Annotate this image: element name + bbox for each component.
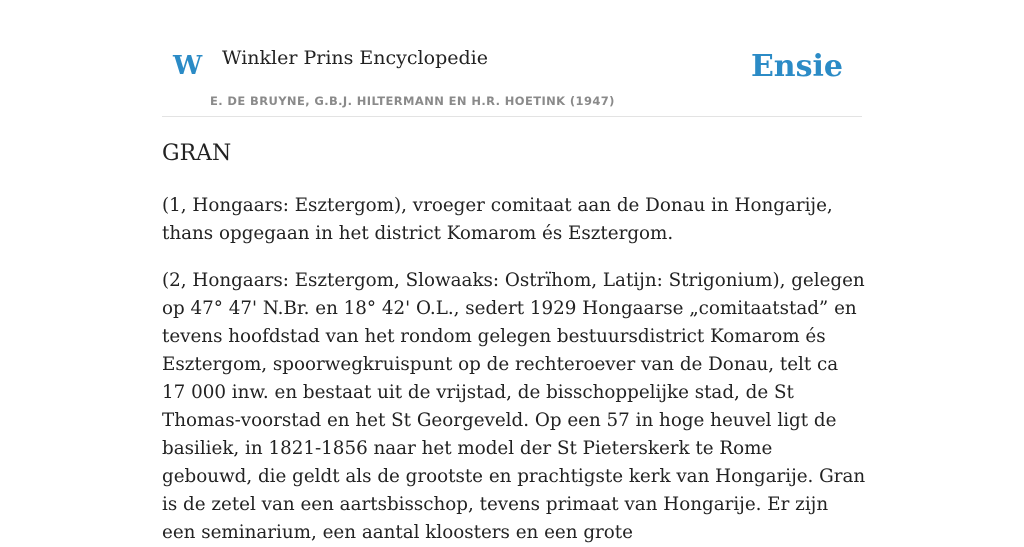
- article-paragraph-2: (2, Hongaars: Esztergom, Slowaaks: Ostrïhom, Latijn: Strigonium), gelegen op 47° 47' N.Br. en 18° 42' O.L., sedert 1929 Hongaarse „comitaatstad” en tevens hoofdstad van het rondom gelegen bestuursdistrict Komarom és Esztergom, spoorwegkruispunt op de rechteroever van de Donau, telt ca 17 000 inw. en bestaat uit de vrijstad, de bisschoppelijke stad, de St Thomas-voorstad en het St Georgeveld. Op een 57 in hoge heuvel ligt de basiliek, in 1821-1856 naar het model der St Pieterskerk te Rome gebouwd, die geldt als de grootste en prachtigste kerk van Hongarije. Gran is de zetel van een aartsbisschop, tevens primaat van Hongarije. Er zijn een seminarium, een aantal kloosters en een grote: [162, 270, 866, 543]
- winkler-prins-logo[interactable]: W: [173, 51, 203, 81]
- article-headword: GRAN: [162, 141, 232, 166]
- article-paragraph-1: (1, Hongaars: Esztergom), vroeger comitaat aan de Donau in Hongarije, thans opgegaan in het district Komarom és Esztergom.: [162, 195, 833, 244]
- header: [162, 0, 862, 117]
- ensie-logo[interactable]: Ensie: [750, 49, 843, 84]
- page: [162, 0, 866, 543]
- source-authors: E. DE BRUYNE, G.B.J. HILTERMANN EN H.R. HOETINK (1947): [210, 94, 615, 108]
- source-title[interactable]: Winkler Prins Encyclopedie: [222, 47, 488, 69]
